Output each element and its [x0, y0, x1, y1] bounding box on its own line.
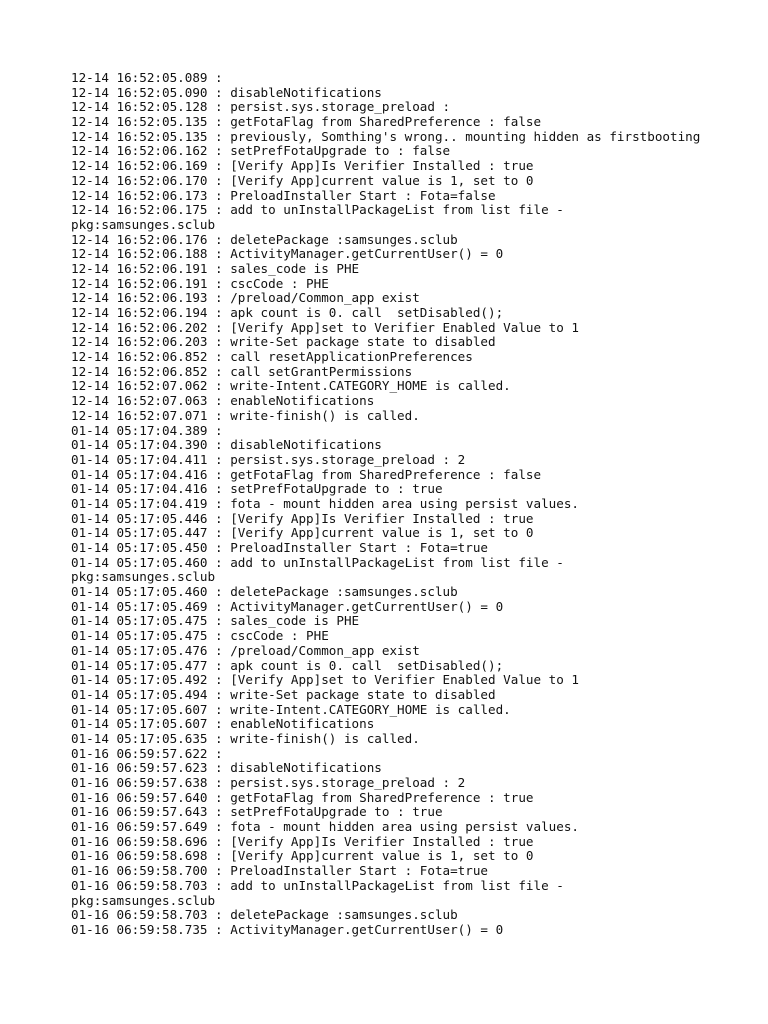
log-line: 01-14 05:17:04.389 :	[71, 422, 223, 438]
log-line: 01-14 05:17:04.416 : setPrefFotaUpgrade to : true	[71, 481, 443, 497]
log-line: 01-14 05:17:05.460 : deletePackage :samsunges.sclub	[71, 584, 458, 600]
log-line: 01-14 05:17:05.469 : ActivityManager.getCurrentUser() = 0	[71, 598, 504, 614]
log-line: pkg:samsunges.sclub	[71, 216, 216, 232]
log-line: 12-14 16:52:06.175 : add to unInstallPackageList from list file -	[71, 202, 564, 218]
log-line: 01-16 06:59:57.638 : persist.sys.storage_preload : 2	[71, 775, 466, 790]
log-line: 12-14 16:52:05.089 :	[71, 70, 223, 85]
log-line: 01-14 05:17:05.607 : enableNotifications	[71, 716, 375, 732]
log-line: 12-14 16:52:06.194 : apk count is 0. call setDisabled();	[71, 305, 504, 320]
log-line: 01-14 05:17:05.460 : add to unInstallPackageList from list file -	[71, 554, 564, 570]
log-line: 12-14 16:52:06.162 : setPrefFotaUpgrade to : false	[71, 143, 451, 159]
log-line: 12-14 16:52:06.173 : PreloadInstaller Start : Fota=false	[71, 187, 496, 203]
log-line: 01-14 05:17:05.476 : /preload/Common_app exist	[71, 642, 420, 658]
log-line: 12-14 16:52:06.852 : call setGrantPermissions	[71, 363, 413, 379]
log-document	[71, 71, 731, 938]
log-line: 12-14 16:52:07.063 : enableNotifications	[71, 393, 375, 409]
log-line: 12-14 16:52:06.852 : call resetApplicationPreferences	[71, 349, 473, 365]
log-line: 12-14 16:52:07.062 : write-Intent.CATEGORY_HOME is called.	[71, 378, 511, 394]
log-line: 01-14 05:17:04.390 : disableNotifications	[71, 437, 382, 453]
log-line: 12-14 16:52:06.169 : [Verify App]Is Verifier Installed : true	[71, 158, 534, 174]
log-line: 12-14 16:52:06.193 : /preload/Common_app exist	[71, 290, 420, 306]
log-line: 01-14 05:17:05.607 : write-Intent.CATEGORY_HOME is called.	[71, 701, 511, 717]
log-line: 01-14 05:17:05.450 : PreloadInstaller Start : Fota=true	[71, 540, 489, 555]
log-line: 01-14 05:17:05.446 : [Verify App]Is Verifier Installed : true	[71, 510, 534, 526]
log-line: 01-16 06:59:57.640 : getFotaFlag from SharedPreference : true	[71, 789, 534, 805]
log-line: 01-14 05:17:05.447 : [Verify App]current value is 1, set to 0	[71, 525, 534, 541]
log-line: pkg:samsunges.sclub	[71, 892, 216, 908]
log-line: 01-14 05:17:05.492 : [Verify App]set to Verifier Enabled Value to 1	[71, 672, 579, 688]
log-line: 12-14 16:52:05.135 : previously, Somthing's wrong.. mounting hidden as firstbooting	[71, 128, 701, 144]
log-line: 12-14 16:52:06.188 : ActivityManager.getCurrentUser() = 0	[71, 246, 504, 262]
log-line: 01-16 06:59:58.696 : [Verify App]Is Verifier Installed : true	[71, 833, 534, 849]
log-line: 12-14 16:52:06.176 : deletePackage :samsunges.sclub	[71, 231, 458, 247]
log-line: 01-14 05:17:05.494 : write-Set package state to disabled	[71, 686, 496, 702]
log-line: 01-16 06:59:57.643 : setPrefFotaUpgrade to : true	[71, 804, 443, 820]
log-line: pkg:samsunges.sclub	[71, 569, 216, 585]
log-line: 01-16 06:59:58.703 : deletePackage :samsunges.sclub	[71, 907, 458, 923]
log-line: 01-14 05:17:05.477 : apk count is 0. call setDisabled();	[71, 657, 504, 673]
log-line: 12-14 16:52:06.191 : sales_code is PHE	[71, 260, 360, 276]
log-line: 01-16 06:59:57.623 : disableNotifications	[71, 760, 382, 776]
log-line: 12-14 16:52:06.170 : [Verify App]current value is 1, set to 0	[71, 172, 534, 188]
log-line: 01-14 05:17:05.475 : sales_code is PHE	[71, 613, 360, 629]
log-line: 01-14 05:17:04.416 : getFotaFlag from SharedPreference : false	[71, 466, 542, 482]
log-line: 01-14 05:17:05.475 : cscCode : PHE	[71, 628, 329, 644]
log-line: 12-14 16:52:06.203 : write-Set package state to disabled	[71, 334, 496, 350]
log-line: 12-14 16:52:05.128 : persist.sys.storage_preload :	[71, 99, 451, 115]
log-line: 01-14 05:17:04.411 : persist.sys.storage_preload : 2	[71, 451, 466, 467]
log-line: 12-14 16:52:06.202 : [Verify App]set to Verifier Enabled Value to 1	[71, 319, 579, 335]
log-line: 01-14 05:17:04.419 : fota - mount hidden area using persist values.	[71, 495, 579, 511]
log-line: 01-16 06:59:58.700 : PreloadInstaller Start : Fota=true	[71, 863, 489, 879]
log-line: 01-14 05:17:05.635 : write-finish() is called.	[71, 730, 420, 746]
log-line: 12-14 16:52:07.071 : write-finish() is called.	[71, 407, 420, 423]
log-line: 01-16 06:59:57.622 :	[71, 745, 223, 761]
log-line: 01-16 06:59:58.735 : ActivityManager.getCurrentUser() = 0	[71, 921, 504, 937]
log-line: 12-14 16:52:05.135 : getFotaFlag from SharedPreference : false	[71, 114, 542, 130]
log-line: 01-16 06:59:58.703 : add to unInstallPackageList from list file -	[71, 877, 564, 893]
log-line: 01-16 06:59:58.698 : [Verify App]current value is 1, set to 0	[71, 848, 534, 864]
log-line: 12-14 16:52:06.191 : cscCode : PHE	[71, 275, 329, 291]
log-line: 12-14 16:52:05.090 : disableNotifications	[71, 84, 382, 100]
log-line: 01-16 06:59:57.649 : fota - mount hidden area using persist values.	[71, 819, 579, 835]
